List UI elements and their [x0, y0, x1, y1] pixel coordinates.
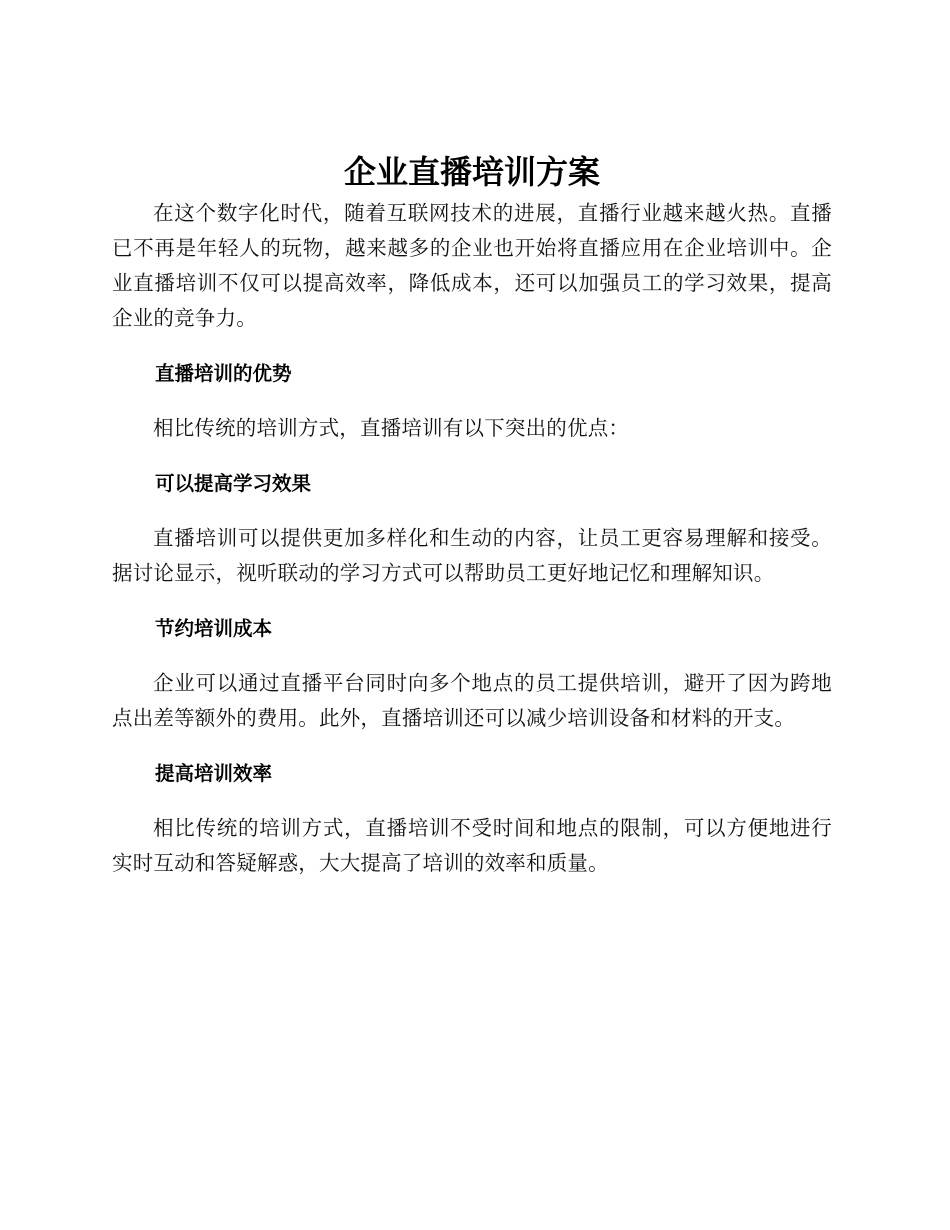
section-text-advantages: 相比传统的培训方式，直播培训有以下突出的优点：: [153, 416, 630, 440]
section-heading-advantages: 直播培训的优势: [155, 362, 292, 385]
document-title: 企业直播培训方案: [343, 153, 600, 191]
spacer: [112, 391, 832, 411]
spacer: [112, 501, 832, 521]
document-page: [112, 148, 832, 881]
spacer: [112, 591, 832, 611]
spacer: [112, 646, 832, 666]
spacer: [112, 791, 832, 811]
spacer: [112, 336, 832, 356]
section-heading-efficiency: 提高培训效率: [155, 762, 273, 785]
section-heading-cost: 节约培训成本: [155, 617, 273, 640]
section-text-cost: 企业可以通过直播平台同时向多个地点的员工提供培训，避开了因为跨地点出差等额外的费用。此外，直播培训还可以减少培训设备和材料的开支。: [112, 671, 832, 730]
intro-paragraph: 在这个数字化时代，随着互联网技术的进展，直播行业越来越火热。直播已不再是年轻人的玩物，越来越多的企业也开始将直播应用在企业培训中。企业直播培训不仅可以提高效率，降低成本，还可以加强员工的学习效果，提高企业的竞争力。: [112, 201, 832, 330]
spacer: [112, 446, 832, 466]
section-text-efficiency: 相比传统的培训方式，直播培训不受时间和地点的限制，可以方便地进行实时互动和答疑解惑，大大提高了培训的效率和质量。: [112, 816, 832, 875]
section-text-learning: 直播培训可以提供更加多样化和生动的内容，让员工更容易理解和接受。据讨论显示，视听联动的学习方式可以帮助员工更好地记忆和理解知识。: [112, 526, 832, 585]
spacer: [112, 736, 832, 756]
section-heading-learning: 可以提高学习效果: [155, 472, 312, 495]
